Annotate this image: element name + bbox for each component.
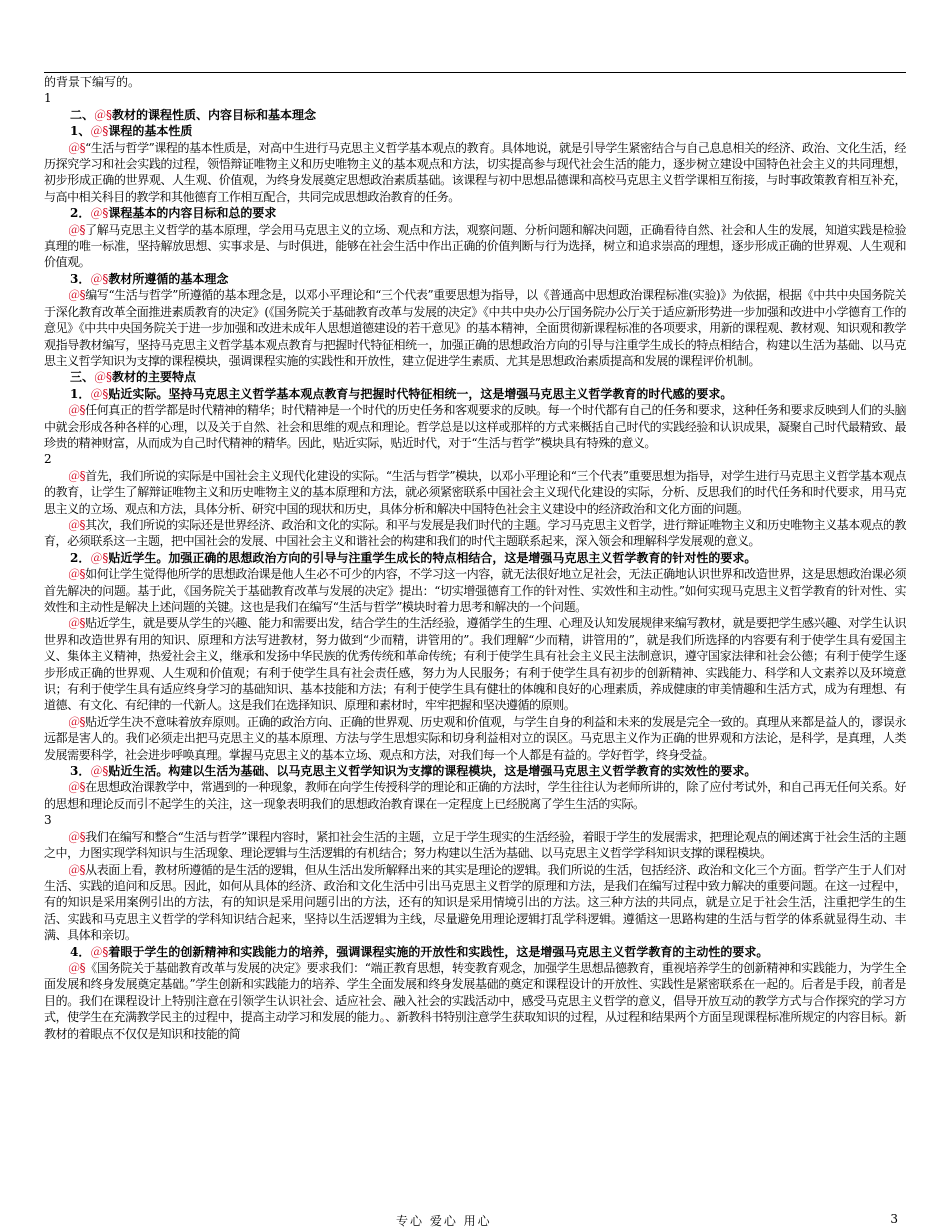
heading-text: 贴近学生。加强正确的思想政治方向的引导与注重学生成长的特点相结合，这是增强马克思主义哲学教育的针对性的要求。 [108,550,757,565]
heading-number: 三、 [70,370,95,385]
heading-number: 1． [70,386,91,401]
footer-page-number: 3 [890,1212,898,1226]
page-number-marker: 2 [44,452,52,467]
marker-symbol: ＠§ [90,944,109,959]
body-paragraph [44,779,906,812]
marker-symbol: ＠§ [68,288,86,303]
marker-symbol: ＠§ [90,206,109,221]
body-paragraph [44,222,906,271]
page-number-marker: 3 [44,813,52,828]
marker-symbol: ＠§ [90,386,109,401]
section-heading [44,763,906,779]
marker-symbol: ＠§ [90,764,109,779]
section-heading [44,386,906,402]
paragraph-text: 首先，我们所说的实际是中国社会主义现代化建设的实际。“生活与哲学”模块，以邓小平理论和“三个代表”重要思想为指导，对学生进行马克思主义哲学基本观点的教育，让学生了解辩证唯物主义和历史唯物主义的基本原理和方法，就必须紧密联系中国社会主义现代化建设的实际，分析、反思我们的时代任务和时代要求，用马克思主义的立场、观点和方法，具体分析、研究中国的现状和历史，具体分析和解决中国特色社会主义建设中的经济政治和文化方面的问题。 [44,468,906,516]
body-paragraph [44,615,906,713]
paragraph-text: 贴近学生决不意味着放弃原则。正确的政治方向、正确的世界观、历史观和价值观，与学生自身的利益和未来的发展是完全一致的。真理从来都是益人的，谬误永远都是害人的。我们必须走出把马克思主义的基本原理、方法与学生思想实际和切身利益相对立的误区。马克思主义作为正确的世界观和方法论，是科学，是真理，人类发展需要科学，社会进步呼唤真理。掌握马克思主义的基本立场、观点和方法，对我们每一个人都是有益的。学好哲学，终身受益。 [44,714,906,762]
heading-number: 2． [70,206,91,221]
section-heading [44,123,906,139]
marker-symbol: ＠§ [90,271,109,286]
marker-symbol: ＠§ [68,829,86,844]
body-paragraph [44,862,906,944]
body-paragraph [44,140,906,206]
heading-text: 教材的课程性质、内容目标和基本理念 [112,107,317,122]
page-number-marker: 1 [44,91,52,106]
marker-symbol: ＠§ [68,960,86,975]
paragraph-text: 如何让学生觉得他所学的思想政治课是他人生必不可少的内容，不学习这一内容，就无法很好地立足社会，无法正确地认识世界和改造世界，这是思想政治课必须首先解决的问题。基于此，《国务院关于基础教育改革与发展的决定》提出：“切实增强德育工作的针对性、实效性和主动性。”如何实现马克思主义哲学教育的针对性、实效性和主动性是解决上述问题的关键。这也是我们在编写“生活与哲学”模块时着力思考和解决的一个问题。 [44,567,906,614]
heading-number: 3． [70,764,91,779]
body-paragraph [44,960,906,1042]
marker-symbol: ＠§ [68,140,86,155]
heading-number: 4． [70,944,91,959]
marker-symbol: ＠§ [68,862,86,877]
body-paragraph [44,468,906,517]
paragraph-text: 贴近学生，就是要从学生的兴趣、能力和需要出发，结合学生的生活经验，遵循学生的生理、心理及认知发展规律来编写教材，就是要把学生感兴趣、对学生认识世界和改造世界有用的知识、原理和方法写进教材，努力做到“少而精，讲管用的”。我们理解“少而精，讲管用的”，就是我们所选择的内容要有利于使学生具有爱国主义、集体主义精神，热爱社会主义，继承和发扬中华民族的优秀传统和革命传统；有利于使学生具有社会主义民主法制意识，遵守国家法律和社会公德；有利于使学生逐步形成正确的世界观、人生观和价值观；有利于使学生具有社会责任感，努力为人民服务；有利于使学生具有初步的创新精神、实践能力、科学和人文素养以及环境意识；有利于使学生具有适应终身学习的基础知识、基本技能和方法；有利于使学生具有健壮的体魄和良好的心理素质，养成健康的审美情趣和生活方式，成为有理想、有道德、有文化、有纪律的一代新人。这是我们在选择知识、原理和素材时，牢牢把握和坚决遵循的原则。 [44,616,906,713]
heading-number: 二、 [70,107,95,122]
section-heading [44,550,906,566]
heading-number: 1、 [70,124,91,139]
body-paragraph [44,566,906,615]
body-paragraph [44,402,906,451]
body-paragraph [44,714,906,763]
section-heading [44,944,906,960]
heading-text: 着眼于学生的创新精神和实践能力的培养，强调课程实施的开放性和实践性，这是增强马克思主义哲学教育的主动性的要求。 [108,944,769,959]
top-text: 的背景下编写的。 [44,75,141,89]
paragraph-text: 了解马克思主义哲学的基本原理，学会用马克思主义的立场、观点和方法，观察问题、分析问题和解决问题，正确看待自然、社会和人生的发展，知道实践是检验真理的唯一标准，坚持解放思想、实事求是、与时俱进，能够在社会生活中作出正确的价值判断与行为选择，树立和追求崇高的理想，逐步形成正确的世界观、人生观和价值观。 [44,222,906,270]
body-paragraph [44,287,906,369]
marker-symbol: ＠§ [68,468,86,483]
footer-motto: 专心 爱心 用心 [396,1214,492,1228]
section-heading [44,205,906,221]
marker-symbol: ＠§ [68,403,86,418]
marker-symbol: ＠§ [68,222,86,237]
paragraph-text: 《国务院关于基础教育改革与发展的决定》要求我们：“端正教育思想，转变教育观念，加强学生思想品德教育，重视培养学生的创新精神和实践能力，为学生全面发展和终身发展奠定基础。”学生创新和实践能力的培养、学生全面发展和终身发展基础的奠定和课程设计的开放性、实践性是紧密联系在一起的。后者是手段，前者是目的。我们在课程设计上特别注意在引领学生认识社会、适应社会、融入社会的实践活动中，感受马克思主义哲学的意义，倡导开放互动的教学方式与合作探究的学习方式，使学生在充满教学民主的过程中，提高主动学习和发展的能力。、新教科书特别注意学生获取知识的过程，从过程和结果两个方面呈现课程标准所规定的内容目标。新教材的着眼点不仅仅是知识和技能的简 [44,960,906,1041]
paragraph-text: 其次，我们所说的实际还是世界经济、政治和文化的实际。和平与发展是我们时代的主题。学习马克思主义哲学，进行辩证唯物主义和历史唯物主义基本观点的教育，必须联系这一主题，把中国社会的发展、中国社会主义和谐社会的构建和我们的时代主题联系起来，深入领会和理解科学发展观的意义。 [44,517,906,549]
paragraph-text: 编写“生活与哲学”所遵循的基本理念是，以邓小平理论和“三个代表”重要思想为指导，以《普通高中思想政治课程标准(实验)》为依据，根据《中共中央国务院关于深化教育改革全面推进素质教育的决定》(《国务院关于基础教育改革与发展的决定》《中共中央办公厅国务院办公厅关于适应新形势进一步加强和改进中小学德育工作的意见》《中共中央国务院关于进一步加强和改进未成年人思想道德建设的若干意见》的基本精神，全面贯彻新课程标准的各项要求，用新的课程观、教材观、知识观和教学观指导教材编写，坚持马克思主义哲学基本观点教育与把握时代特征相统一，加强正确的思想政治方向的引导与注重学生成长的特点相结合，构建以生活为基础、以马克思主义哲学知识为支撑的课程模块，强调课程实施的实践性和开放性，建立促进学生素质、尤其是思想政治素质提高和发展的课程评价机制。 [44,288,907,368]
paragraph-text: 我们在编写和整合“生活与哲学”课程内容时，紧扣社会生活的主题，立足于学生现实的生活经验，着眼于学生的发展需求，把理论观点的阐述寓于社会生活的主题之中，力图实现学科知识与生活现象、理论逻辑与生活逻辑的有机结合；努力构建以生活为基础、以马克思主义哲学学科知识支撑的课程模块。 [44,829,906,861]
body-paragraph [44,829,906,862]
marker-symbol: ＠§ [94,107,113,122]
document-page [44,0,906,1230]
marker-symbol: ＠§ [68,714,86,729]
paragraph-text: 任何真正的哲学都是时代精神的精华；时代精神是一个时代的历史任务和客观要求的反映。每一个时代都有自己的任务和要求，这种任务和要求反映到人们的头脑中就会形成各种各样的心理，以及关于自然、社会和思维的观点和理论。哲学总是以这样或那样的方式来概括自己时代的实践经验和认识成果，凝聚自己时代最精致、最珍贵的精神财富，从而成为自己时代精神的精华。因此，贴近实际，贴近时代，对于“生活与哲学”模块具有特殊的意义。 [44,403,906,450]
section-heading [44,271,906,287]
marker-symbol: ＠§ [90,550,109,565]
header-rule [44,72,906,73]
document-body [44,74,906,1042]
heading-text: 课程基本的内容目标和总的要求 [108,206,277,221]
heading-text: 贴近实际。坚持马克思主义哲学基本观点教育与把握时代特征相统一，这是增强马克思主义哲学教育的时代感的要求。 [108,386,733,401]
paragraph-text: 从表面上看，教材所遵循的是生活的逻辑，但从生活出发所解释出来的其实是理论的逻辑。我们所说的生活，包括经济、政治和文化三个方面。哲学产生于人们对生活、实践的追问和反思。因此，如何从具体的经济、政治和文化生活中引出马克思主义哲学的原理和方法，是我们在编写过程中致力解决的重要问题。在这一过程中，有的知识是采用案例引出的方法，有的知识是采用问题引出的方法，还有的知识是采用情境引出的方法。这三种方法的共同点，就是立足于社会生活，注重把学生的生活、实践和马克思主义哲学的学科知识结合起来，坚持以生活逻辑为主线，尽量避免用理论逻辑打乱学科逻辑。遵循这一思路构建的生活与哲学的体系就显得生动、丰满、具体和亲切。 [44,862,906,943]
marker-symbol: ＠§ [68,517,86,532]
body-paragraph [44,517,906,550]
paragraph-text: “生活与哲学”课程的基本性质是，对高中生进行马克思主义哲学基本观点的教育。具体地说，就是引导学生紧密结合与自己息息相关的经济、政治、文化生活，经历探究学习和社会实践的过程，领悟辩证唯物主义和历史唯物主义的基本观点和方法，切实提高参与现代社会生活的能力，逐步树立建设中国特色社会主义的共同理想，初步形成正确的世界观、人生观、价值观，为终身发展奠定思想政治素质基础。该课程与初中思想品德课和高校马克思主义哲学课相互衔接，与时事政策教育相互补充，与高中相关科目的教学和其他德育工作相互配合，共同完成思想政治教育的任务。 [44,140,906,204]
marker-symbol: ＠§ [68,616,86,631]
marker-symbol: ＠§ [90,124,109,139]
paragraph-text: 在思想政治课教学中，常遇到的一种现象，教师在向学生传授科学的理论和正确的方法时，学生往往认为老师所讲的，除了应付考试外，和自己再无任何关系。好的思想和理论反而引不起学生的关注，这一现象表明我们的思想政治教育课在一定程度上已经脱离了学生生活的实际。 [44,780,906,811]
heading-number: 3． [70,271,91,286]
heading-text: 贴近生活。构建以生活为基础、以马克思主义哲学知识为支撑的课程模块，这是增强马克思主义哲学教育的实效性的要求。 [108,764,757,779]
heading-text: 教材所遵循的基本理念 [108,271,229,286]
marker-symbol: ＠§ [68,567,86,582]
heading-text: 课程的基本性质 [108,124,193,139]
heading-number: 2． [70,550,91,565]
section-heading [44,369,906,385]
section-heading [44,107,906,123]
marker-symbol: ＠§ [94,370,113,385]
heading-text: 教材的主要特点 [112,370,197,385]
marker-symbol: ＠§ [68,780,86,795]
